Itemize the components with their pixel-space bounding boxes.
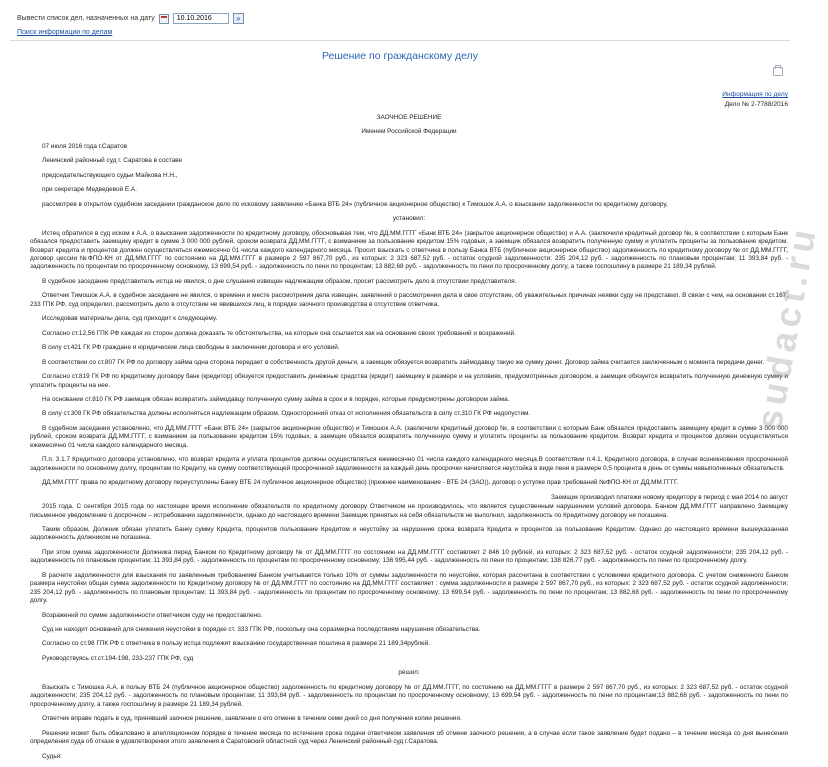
doc-paragraph: В силу ст.309 ГК РФ обязательства должны исполняться надлежащим образом. Односторонний отказ от исполнения обязательств в силу ст.310 ГК РФ недопустим.: [42, 410, 531, 418]
doc-paragraph: В расчете задолженности для взыскания по заявленным требованиям Банком учитывается только 10% от суммы задолженности по неустойке, которая рассчитана в соответствии с условиями кредитного договора. С учетом сниженного Банком размера неустойки общая сумма задолженности по Кредитному договору № от ДД.ММ.ГГГГ по состоянию на ДД.ММ.ГГГГ составляет : сумма задолженности в размере 2 597 867,70 руб., из которых: 2 323 687,52 руб. - остаток ссудной задолженности; 235 204,12 руб. - задолженность по плановым процентам; 11 393,84 руб. - задолженность по процентам по просроченному основному; 13 699,54 руб. - задолженность по пени по процентам; 13 882,68 руб. - задолженность по пени по просроченному долгу.: [30, 571, 788, 605]
doc-resolution: Взыскать с Тимошка А.А. в пользу ВТБ 24 (публичное акционерное общество) задолженность по кредитному договору № от ДД.ММ.ГГГГ, по состоянию на ДД.ММ.ГГГГ в размере 2 597 867,70 руб., из которых: 2 323 687,52 руб. - остаток ссудной задолженности; 235 204,12 руб. - задолженность по плановым процентам; 11 393,84 руб. - задолженность по процентам по просроченному основному; 13 699,54 руб. - задолженность по пени по процентам;13 882,68 руб. - задолженность по пени по просроченному долгу, а также госпошлину в размере 21 189,34 рублей.: [30, 683, 788, 708]
doc-subheading: Именем Российской Федерации: [361, 128, 457, 136]
doc-date-place: 07 июля 2016 года г.Саратов: [42, 142, 128, 150]
calendar-icon[interactable]: [159, 14, 169, 24]
doc-heading: ЗАОЧНОЕ РЕШЕНИЕ: [376, 114, 442, 121]
header-divider: [10, 40, 790, 41]
doc-resolution: Ответчик вправе подать в суд, принявший заочное решение, заявление о его отмене в течение семи дней со дня получения копии решения.: [42, 715, 462, 723]
doc-paragraph: Руководствуясь ст.ст.194-198, 233-237 ГПК РФ, суд: [42, 654, 194, 662]
doc-paragraph: Согласно ст.12,56 ГПК РФ каждая из сторон должна доказать те обстоятельства, на которые она ссылается как на основание своих требований и возражений.: [42, 329, 516, 337]
date-filter-row: [17, 13, 244, 24]
doc-decided: решил:: [398, 669, 420, 677]
doc-established: установил:: [392, 215, 426, 223]
doc-paragraph: Возражений по сумме задолженности ответчиком суду не предоставлено.: [42, 611, 263, 619]
doc-resolution: Решение может быть обжаловано в апелляционном порядке в течение месяца по истечении срока подачи ответчиком заявления об отмене заочного решения, а в случае если такое заявление будет подано – в течение месяца со дня вынесения определения суда об отказе в удовлетворении этого заявления в Саратовский областной суд через Ленинский районный суд г.Саратова.: [30, 729, 788, 746]
doc-paragraph: Заемщик производил платежи новому кредитору в период с мая 2014 по август: [551, 493, 788, 501]
doc-paragraph: 2015 года. С сентября 2015 года по настоящее время исполнение обязательств по кредитному договору Ответчиком не производилось, что является существенным нарушением условий договора. Банком ДД.ММ.ГГГГ направлено Заемщику письменное уведомление о досрочном – истребовании задолженности, однако до настоящего времени Заемщик принятых на себя обязательств не выполнил, задолженность по Кредитному договору не погашена.: [30, 503, 788, 519]
date-filter-label: Вывести список дел, назначенных на дату: [17, 14, 155, 22]
doc-paragraph: Таким образом, Должник обязан уплатить Банку сумму Кредита, процентов пользование Кредитом и неустойку за нарушение срока возврата Кредита и процентов за пользование Кредитом. Однако до настоящего времени вышеуказанная задолженность должником не погашена.: [30, 525, 788, 542]
doc-paragraph: В силу ст.421 ГК РФ граждане и юридические лица свободны в заключении договора и его условий.: [42, 344, 340, 352]
doc-judge: председательствующего судьи Майкова Н.Н.,: [42, 171, 178, 179]
doc-court: Ленинский районный суд г. Саратова в составе: [42, 157, 183, 165]
doc-paragraph: П.п. 3.1.7 Кредитного договора установлено, что возврат кредита и уплата процентов должны осуществляться ежемесячно 01 числа каждого календарного месяца.В соответствии п.4.1. Кредитного договора, в случае возникновения просроченной задолженности по основному долгу, процентам по Кредиту, на сумму соответствующей просроченной задолженности за каждый день просрочки начисляется неустойка в виде пени в размере 0,5 процента в день от суммы невыполненных обязательств.: [30, 456, 788, 472]
doc-secretary: при секретаре Медведевой Е.А.: [42, 186, 137, 194]
case-info-link[interactable]: Информация по делу: [722, 91, 788, 98]
doc-signature: Судья:: [42, 752, 62, 760]
doc-paragraph: ДД.ММ.ГГГГ права по кредитному договору переуступлены Банку ВТБ 24 публичное акционерное общество) (прежнее наименование - ВТБ 24 (ЗАО)), договор о уступке прав требований №ФПО-КН от ДД.ММ.ГГГГ.: [42, 479, 679, 487]
doc-case-intro: рассмотрев в открытом судебном заседании гражданское дело по исковому заявлению «Банка ВТБ 24» (публичное акционерное общество) к Тимошок А.А. о взыскании задолженности по кредитному договору,: [42, 200, 668, 208]
page-title: Решение по гражданскому делу: [321, 50, 479, 62]
case-search-link[interactable]: Поиск информации по делам: [17, 29, 113, 36]
doc-paragraph: На основании ст.810 ГК РФ заемщик обязан возвратить займодавцу полученную сумму займа в срок и в порядке, которые предусмотрены договором займа.: [42, 395, 510, 403]
doc-paragraph: В судебном заседании установлено, что ДД.ММ.ГГГГ «Банк ВТБ 24» (закрытое акционерное общество) и Тимошок А.А. (заключили кредитный договор №, в соответствии с которым Банк обязался предоставить заемщику кредит в сумме 3 000 000 рублей, сроком возврата ДД.ММ.ГГГГ, с взиманием за пользование кредитом 15% годовых, а заемщик обязался возвратить полученную сумму и уплатить проценты за пользование кредитом. Возврат кредита и процентов должен осуществляться ежемесячно 01 числа каждого календарного месяца.: [30, 424, 788, 449]
go-button[interactable]: »: [233, 13, 244, 24]
decision-document: [30, 114, 788, 767]
doc-paragraph: Согласно со ст.98 ГПК РФ с ответчика в пользу истца подлежит взысканию государственная пошлина в размере 21 189,34рублей.: [42, 640, 431, 648]
print-icon[interactable]: [773, 67, 783, 76]
doc-paragraph: Исследовав материалы дела, суд приходит к следующему.: [42, 315, 218, 323]
doc-paragraph: В судебное заседание представитель истца не явился, о дне слушания извещен надлежащим образом, просит рассмотреть дело в отсутствии представителя.: [42, 277, 517, 285]
doc-paragraph: Суд не находит оснований для снижения неустойки в порядке ст. 333 ГПК РФ, поскольку она соразмерна последствиям нарушения обязательства.: [42, 626, 481, 634]
doc-paragraph: Истец обратился в суд иском к А.А. о взыскании задолженности по кредитному договору, обосновывая тем, что ДД.ММ.ГГГГ «Банк ВТБ 24» (закрытое акционерное общество) и А.А. (заключили кредитный договор №, в соответствии с которым Банк обязался предоставить заемщику кредит в сумме 3 000 000 рублей, сроком возврата ДД.ММ.ГГГГ, с взиманием за пользование кредитом 15% годовых, а заемщик обязался возвратить полученную сумму и уплатить проценты за пользование кредитом. Возврат кредита и процентов должен осуществляться ежемесячно 01 числа каждого календарного месяца. Просит взыскать с ответчика в пользу Банка ВТБ (публичное акционерное общество) задолженность по кредитному договору № от ДД.ММ.ГГГГ, договор цессии №ФПО-КН от ДД.ММ.ГГГГ по состоянию на ДД.ММ.ГГГГ в размере 2 597 867,70 руб., из которых: 2 323 687,52 руб. - остаток ссудной задолженности; 235 204,12 руб. - задолженность по плановым процентам; 11 393,84 руб. - задолженность по процентам по просроченному основному, 13 699,54 руб. - задолженность по пени по процентам; 13 882,68 руб. - задолженность по пени по просроченному долгу, а также госпошлину в размере 21 189,34 рублей.: [30, 229, 788, 271]
doc-paragraph: В соответствии со ст.807 ГК РФ по договору займа одна сторона передает в собственность другой деньги, а заемщик обязуется возвратить займодавцу такую же сумму денег. Договор займа считается заключенным с момента передачи денег.: [42, 358, 765, 366]
case-number: Дело № 2-7788/2016: [724, 101, 788, 108]
date-input[interactable]: [173, 13, 229, 24]
doc-paragraph: При этом сумма задолженности Должника перед Банком по Кредитному договору № от ДД.ММ.ГГГГ по состоянию на ДД.ММ.ГГГГ составляет 2 846 10 рублей, из которых: 2 323 687,52 руб. - остаток ссудной задолженности; 235 204,12 руб. - задолженность по плановым процентам; 11 393,84 руб. - задолженность по процентам по просроченному основному; 136 995,44 руб. - задолженность по пени по процентам; 138 826,77 руб. - задолженность по пени по просроченному долгу.: [30, 548, 788, 565]
doc-paragraph: Согласно ст.819 ГК РФ по кредитному договору банк (кредитор) обязуется предоставить денежные средства (кредит) заемщику в размере и на условиях, предусмотренных договором, а заемщик обязуется возвратить полученную денежную сумму и уплатить проценты на нее.: [30, 373, 788, 389]
watermark: sudact.ru: [747, 221, 825, 433]
doc-paragraph: Ответчик Тимошок А.А. в судебное заседание не явился, о времени и месте рассмотрения дела извещен, заявлений о рассмотрении дела в свое отсутствие, об уважительных причинах неявки суду не представил. В связи с чем, на основании ст.167, 233 ГПК РФ, суд определил, рассмотреть дело в отсутствие не явившихся лиц, в порядке заочного производства в отсутствие ответчика.: [30, 292, 788, 308]
